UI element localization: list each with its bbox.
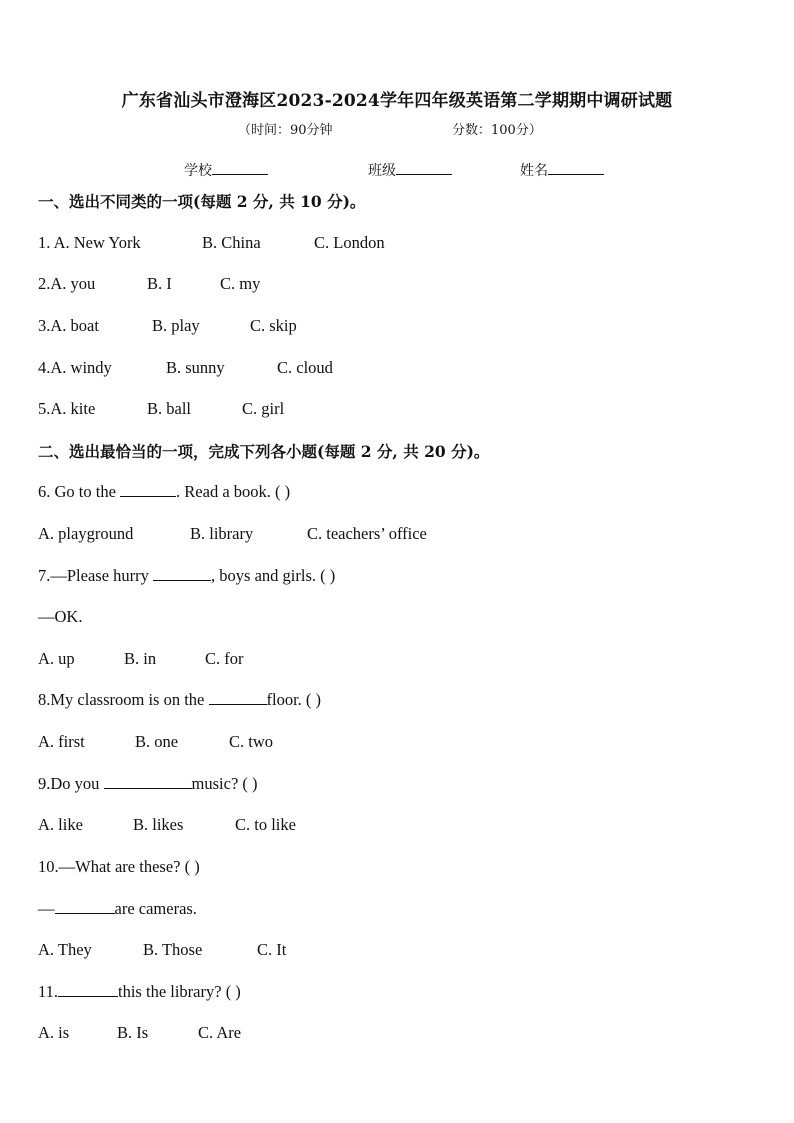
- answer-blank: [58, 982, 118, 997]
- answer-blank: [104, 774, 192, 789]
- stem-text: , boys and girls. ( ): [211, 566, 336, 585]
- option-a: A. boat: [50, 316, 99, 335]
- option-a: A. up: [38, 649, 75, 668]
- answer-blank: [153, 566, 211, 581]
- answer-blank: [120, 482, 176, 497]
- dialog-reply: —OK.: [38, 607, 83, 626]
- exam-title: 广东省汕头市澄海区2023-2024学年四年级英语第二学期期中调研试题: [121, 91, 673, 111]
- stem-text: 8.My classroom is on the: [38, 690, 209, 709]
- option-c: C. my: [220, 274, 261, 293]
- option-b: B. sunny: [166, 358, 225, 377]
- option-a: A. like: [38, 815, 83, 834]
- class-blank: [396, 160, 452, 175]
- question-stem: [38, 690, 321, 710]
- option-a: A. you: [50, 274, 96, 293]
- name-blank: [548, 160, 604, 175]
- stem-text: . Read a book. ( ): [176, 482, 291, 501]
- option-b: B. in: [124, 649, 157, 668]
- option-a: A. playground: [38, 524, 134, 543]
- exam-score: 分数：100分）: [452, 123, 542, 138]
- school-field: [184, 160, 268, 180]
- option-b: B. I: [147, 274, 172, 293]
- option-b: B. play: [152, 316, 200, 335]
- option-b: B. China: [202, 233, 261, 252]
- option-b: B. one: [135, 732, 179, 751]
- answer-blank: [55, 899, 115, 914]
- option-c: C. girl: [242, 399, 285, 418]
- option-c: C. cloud: [277, 358, 333, 377]
- stem-text: music? ( ): [191, 774, 258, 793]
- exam-time: （时间：90分钟: [238, 123, 333, 138]
- question-stem: [38, 774, 258, 794]
- question-stem: [38, 982, 241, 1002]
- dialog-reply: [38, 899, 197, 919]
- stem-text: 6. Go to the: [38, 482, 121, 501]
- class-label: 班级: [368, 163, 396, 179]
- question-number: 1.: [38, 233, 54, 252]
- section-1-heading: 一、选出不同类的一项(每题 2 分, 共 10 分)。: [38, 192, 366, 211]
- option-c: C. two: [229, 732, 274, 751]
- stem-text: this the library? ( ): [118, 982, 241, 1001]
- option-c: C. London: [314, 233, 385, 252]
- question-stem: 10.—What are these? ( ): [38, 857, 200, 876]
- option-b: B. Those: [143, 940, 203, 959]
- option-c: C. skip: [250, 316, 297, 335]
- option-a: A. first: [38, 732, 85, 751]
- question-number: 3.: [38, 316, 51, 335]
- question-number: 2.: [38, 274, 51, 293]
- option-c: C. for: [205, 649, 244, 668]
- section-2-heading: 二、选出最恰当的一项，完成下列各小题(每题 2 分, 共 20 分)。: [38, 442, 490, 461]
- option-b: B. ball: [147, 399, 191, 418]
- school-blank: [212, 160, 268, 175]
- stem-text: floor. ( ): [266, 690, 322, 709]
- option-a: A. New York: [53, 233, 141, 252]
- option-a: A. They: [38, 940, 92, 959]
- name-field: [520, 160, 604, 180]
- question-number: 4.: [38, 358, 51, 377]
- option-b: B. Is: [117, 1023, 149, 1042]
- school-label: 学校: [184, 163, 212, 179]
- option-c: C. to like: [235, 815, 296, 834]
- option-b: B. likes: [133, 815, 184, 834]
- question-stem: [38, 482, 290, 502]
- name-label: 姓名: [520, 163, 548, 179]
- answer-blank: [209, 690, 267, 705]
- stem-text: —: [38, 899, 55, 918]
- option-a: A. kite: [50, 399, 96, 418]
- option-b: B. library: [190, 524, 254, 543]
- option-c: C. Are: [198, 1023, 242, 1042]
- question-number: 5.: [38, 399, 51, 418]
- class-field: [368, 160, 452, 180]
- question-stem: [38, 566, 335, 586]
- stem-text: 7.—Please hurry: [38, 566, 154, 585]
- option-a: A. is: [38, 1023, 70, 1042]
- stem-text: 11.: [38, 982, 59, 1001]
- stem-text: 9.Do you: [38, 774, 104, 793]
- stem-text: are cameras.: [114, 899, 197, 918]
- option-a: A. windy: [50, 358, 112, 377]
- option-c: C. teachers’ office: [307, 524, 427, 543]
- option-c: C. It: [257, 940, 287, 959]
